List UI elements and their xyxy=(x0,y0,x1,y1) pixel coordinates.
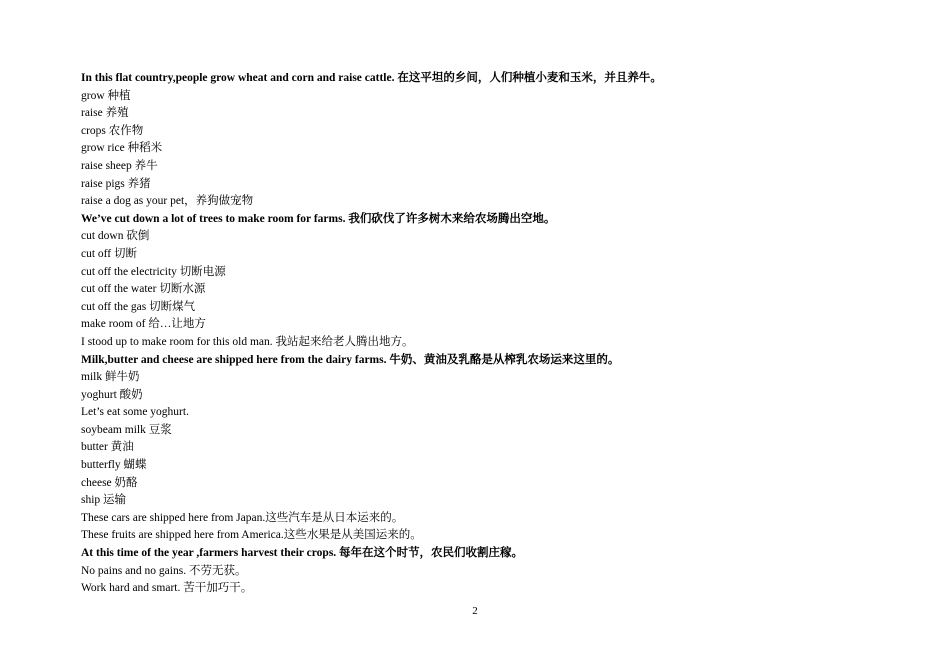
example-sentence: I stood up to make room for this old man. 我站起来给老人腾出地方。 xyxy=(81,335,414,348)
vocab-line: cut off the electricity 切断电源 xyxy=(81,265,226,278)
vocab-line: grow 种植 xyxy=(81,89,131,102)
vocab-line: raise 养殖 xyxy=(81,107,129,120)
vocab-line: cut down 砍倒 xyxy=(81,230,150,243)
vocab-line: butterfly 蝴蝶 xyxy=(81,459,147,472)
sentence-heading: In this flat country,people grow wheat and corn and raise cattle. 在这平坦的乡间，人们种植小麦和玉米，并且养牛。 xyxy=(81,72,662,84)
document-body xyxy=(81,70,901,598)
vocab-line: butter 黄油 xyxy=(81,441,134,454)
vocab-line: cheese 奶酪 xyxy=(81,476,138,489)
vocab-line: cut off the gas 切断煤气 xyxy=(81,300,196,313)
example-sentence: These fruits are shipped here from America.这些水果是从美国运来的。 xyxy=(81,529,422,542)
vocab-line: milk 鲜牛奶 xyxy=(81,371,140,384)
vocab-line: raise sheep 养牛 xyxy=(81,159,158,172)
page-number: 2 xyxy=(472,605,478,617)
vocab-line: raise pigs 养猪 xyxy=(81,177,151,190)
example-sentence: These cars are shipped here from Japan.这些汽车是从日本运来的。 xyxy=(81,511,404,524)
vocab-line: cut off the water 切断水源 xyxy=(81,283,206,296)
example-sentence: Let’s eat some yoghurt. xyxy=(81,406,189,419)
vocab-line: yoghurt 酸奶 xyxy=(81,388,143,401)
vocab-line: crops 农作物 xyxy=(81,124,144,137)
sentence-heading: We’ve cut down a lot of trees to make room for farms. 我们砍伐了许多树木来给农场腾出空地。 xyxy=(81,212,556,225)
sentence-heading: At this time of the year ,farmers harvest their crops. 每年在这个时节，农民们收割庄稼。 xyxy=(81,547,524,560)
vocab-line: make room of 给…让地方 xyxy=(81,318,206,331)
vocab-line: cut off 切断 xyxy=(81,247,138,260)
vocab-line: soybeam milk 豆浆 xyxy=(81,423,172,436)
vocab-line: raise a dog as your pet，养狗做宠物 xyxy=(81,195,254,208)
vocab-line: grow rice 种稻米 xyxy=(81,142,163,155)
vocab-line: ship 运输 xyxy=(81,494,127,507)
sentence-heading: Milk,butter and cheese are shipped here from the dairy farms. 牛奶、黄油及乳酪是从榨乳农场运来这里的。 xyxy=(81,353,620,366)
example-sentence: Work hard and smart. 苦干加巧干。 xyxy=(81,582,253,595)
example-sentence: No pains and no gains. 不劳无获。 xyxy=(81,564,247,577)
